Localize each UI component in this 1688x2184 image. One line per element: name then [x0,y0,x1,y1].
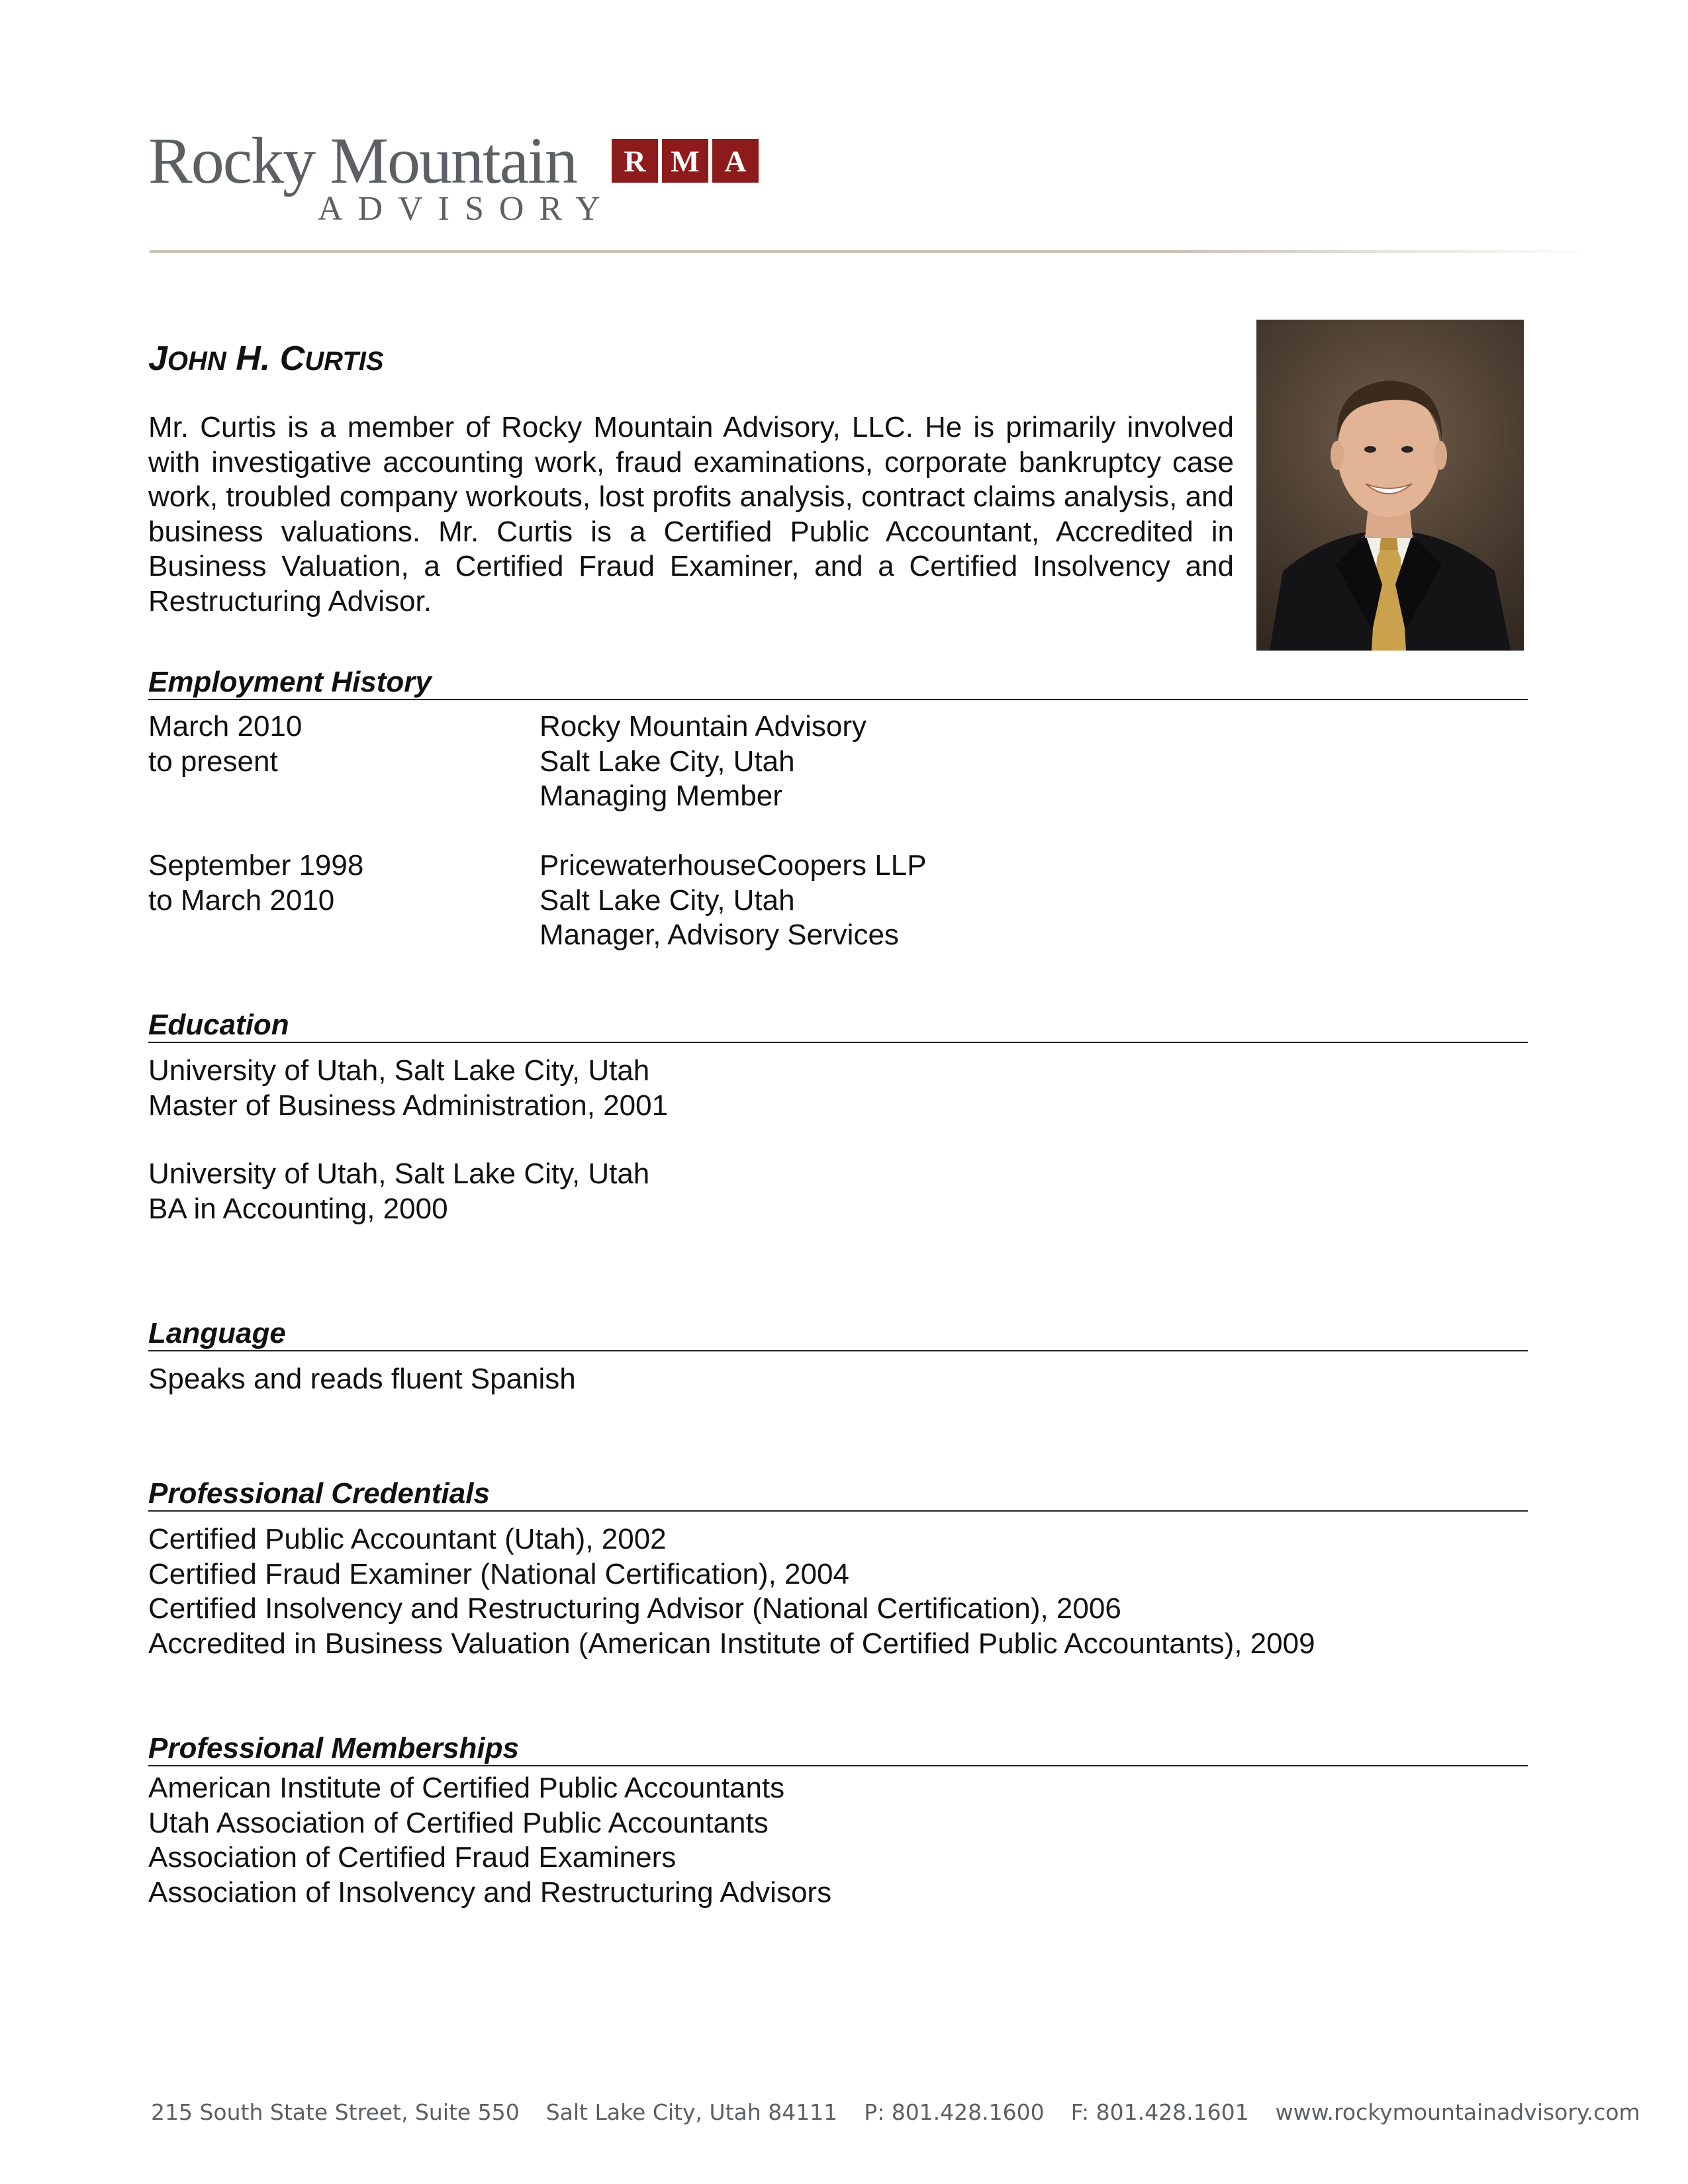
person-name [148,339,384,381]
section-heading-employment: Employment History [148,666,1528,700]
bio-paragraph: Mr. Curtis is a member of Rocky Mountain Advisory, LLC. He is primarily involved with investigative accounting work, fraud examinations, corporate bankruptcy case work, troubled company workouts, lost profits analysis, contract claims analysis, and business valuations. Mr. Curtis is a Certified Public Accountant, Accredited in Business Valuation, a Certified Fraud Examiner, and a Certified Insolvency and Restructuring Advisor. [148,411,1234,617]
company-logo [148,124,784,230]
education-entry-2 [148,1157,649,1226]
employment-dates-2 [148,848,363,918]
name-first-rest: OHN [167,347,226,376]
section-heading-credentials: Professional Credentials [148,1477,1528,1512]
name-middle: H. [236,340,271,378]
education-degree: Master of Business Administration, 2001 [148,1089,669,1122]
section-heading-memberships: Professional Memberships [148,1732,1528,1766]
logo-letter-m: M [662,139,708,183]
employment-date-start: March 2010 [148,710,303,743]
footer-address: 215 South State Street, Suite 550 [151,2099,520,2125]
section-heading-language: Language [148,1317,1528,1351]
employment-details-1 [539,709,867,814]
employer-title: Manager, Advisory Services [539,919,899,951]
employer-location: Salt Lake City, Utah [539,745,795,778]
employment-date-end: to present [148,745,278,778]
education-school: University of Utah, Salt Lake City, Utah [148,1158,650,1190]
memberships-list [148,1771,831,1910]
membership-item: Utah Association of Certified Public Accountants [148,1806,769,1839]
credential-item: Certified Insolvency and Restructuring Advisor (National Certification), 2006 [148,1592,1121,1625]
employer-location: Salt Lake City, Utah [539,884,795,917]
membership-item: Association of Certified Fraud Examiners [148,1841,677,1874]
logo-letter-r: R [612,139,658,183]
section-heading-education: Education [148,1009,1528,1043]
employment-date-start: September 1998 [148,849,364,882]
logo-letter-a: A [712,139,759,183]
logo-subtitle: ADVISORY [318,190,616,228]
employer-name: PricewaterhouseCoopers LLP [539,849,927,882]
logo-wordmark: Rocky Mountain [148,124,577,197]
footer-city: Salt Lake City, Utah 84111 [545,2099,838,2125]
membership-item: Association of Insolvency and Restructuring Advisors [148,1876,832,1909]
employer-name: Rocky Mountain Advisory [539,710,867,743]
name-last-initial: C [279,340,305,378]
education-degree: BA in Accounting, 2000 [148,1192,448,1225]
employment-details-2 [539,848,927,953]
employment-date-end: to March 2010 [148,884,335,917]
language-text: Speaks and reads fluent Spanish [148,1363,576,1395]
header-divider [150,250,1593,253]
headshot-photo [1256,320,1524,651]
credential-item: Certified Fraud Examiner (National Certification), 2004 [148,1557,849,1590]
footer-website: www.rockymountainadvisory.com [1275,2099,1640,2125]
credential-item: Certified Public Accountant (Utah), 2002 [148,1523,667,1555]
education-entry-1 [148,1054,668,1123]
credential-item: Accredited in Business Valuation (American Institute of Certified Public Accountants), 2009 [148,1627,1315,1660]
membership-item: American Institute of Certified Public Accountants [148,1772,785,1804]
logo-monogram [612,139,759,183]
employer-title: Managing Member [539,780,782,812]
name-first-initial: J [148,340,167,378]
page-footer [151,2099,1640,2126]
credentials-list [148,1522,1315,1661]
education-school: University of Utah, Salt Lake City, Utah [148,1054,650,1087]
headshot-illustration [1256,320,1524,651]
employment-dates-1 [148,709,302,779]
footer-fax: F: 801.428.1601 [1070,2099,1249,2125]
name-last-rest: URTIS [305,347,384,376]
footer-phone: P: 801.428.1600 [864,2099,1045,2125]
